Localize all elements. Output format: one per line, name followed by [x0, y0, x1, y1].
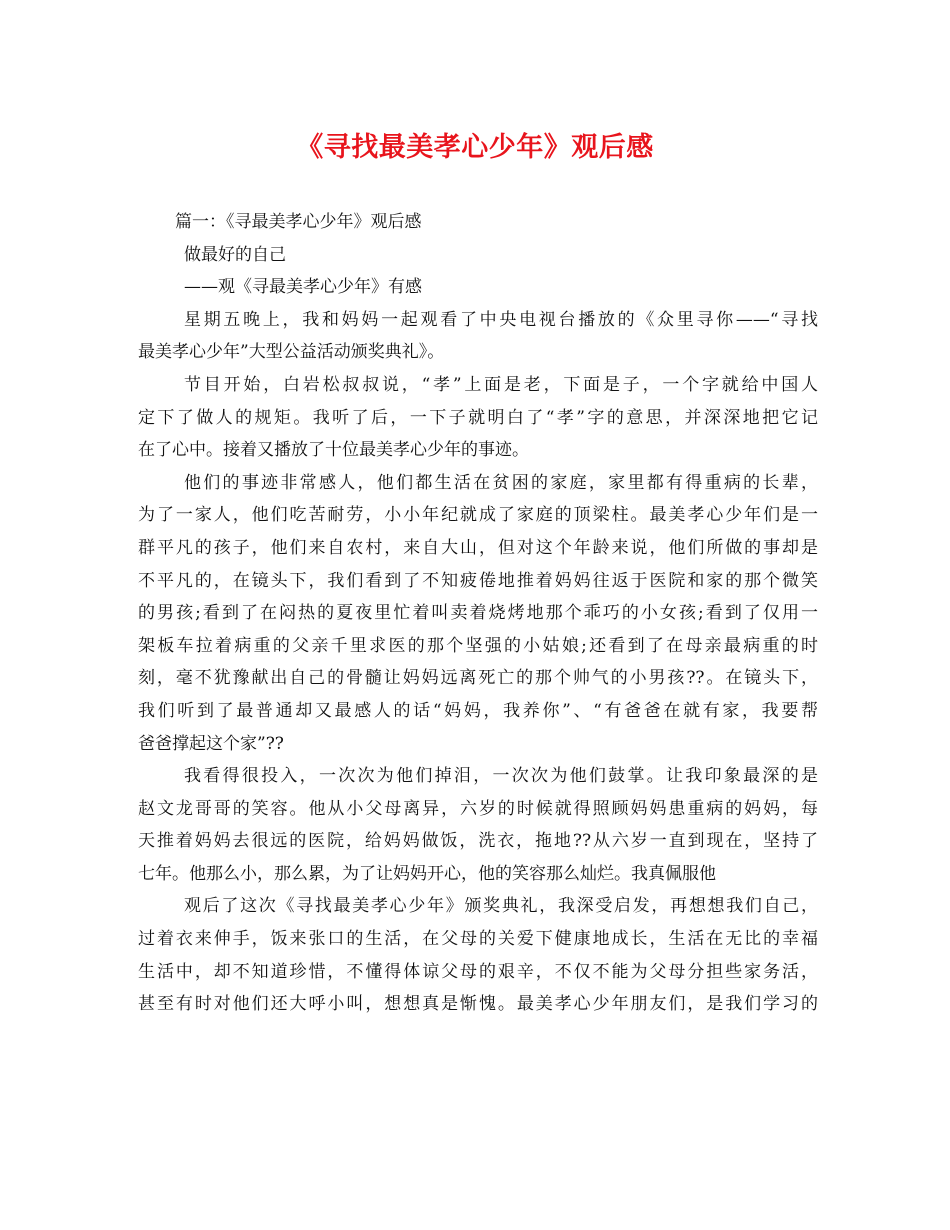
text-line: 生活中，却不知道珍惜，不懂得体谅父母的艰辛，不仅不能为父母分担些家务活， — [138, 961, 818, 982]
text-line: 甚至有时对他们还大呼小叫，想想真是惭愧。最美孝心少年朋友们，是我们学习的 — [138, 994, 818, 1015]
text-line: 最美孝心少年”大型公益活动颁奖典礼》。 — [138, 342, 445, 363]
text-line: 定下了做人的规矩。我听了后，一下子就明白了“孝”字的意思，并深深地把它记 — [138, 407, 818, 428]
text-line: 赵文龙哥哥的笑容。他从小父母离异，六岁的时候就得照顾妈妈患重病的妈妈，每 — [138, 798, 818, 819]
section-heading: 篇一：《寻最美孝心少年》观后感 — [175, 212, 422, 232]
essay-title: 做最好的自己 — [184, 244, 286, 265]
text-line: 群平凡的孩子，他们来自农村，来自大山，但对这个年龄来说，他们所做的事却是 — [138, 537, 818, 558]
text-line: 在了心中。接着又播放了十位最美孝心少年的事迹。 — [138, 440, 529, 461]
text-line: 刻，毫不犹豫献出自己的骨髓让妈妈远离死亡的那个帅气的小男孩??。在镜头下， — [138, 668, 818, 689]
document-body — [138, 206, 818, 1021]
text-line: 我看得很投入，一次次为他们掉泪，一次次为他们鼓掌。让我印象最深的是 — [184, 766, 818, 787]
essay-subtitle: ——观《寻最美孝心少年》有感 — [184, 277, 422, 298]
document-title: 《寻找最美孝心少年》观后感 — [296, 132, 654, 163]
text-line: 天推着妈妈去很远的医院，给妈妈做饭，洗衣，拖地??从六岁一直到现在，坚持了 — [138, 831, 818, 852]
text-line: 架板车拉着病重的父亲千里求医的那个坚强的小姑娘;还看到了在母亲最病重的时 — [138, 635, 818, 656]
text-line: 为了一家人，他们吃苦耐劳，小小年纪就成了家庭的顶梁柱。最美孝心少年们是一 — [138, 505, 818, 526]
text-line: 观后了这次《寻找最美孝心少年》颁奖典礼，我深受启发，再想想我们自己， — [184, 896, 818, 917]
text-line: 七年。他那么小，那么累，为了让妈妈开心，他的笑容那么灿烂。我真佩服他 — [138, 863, 716, 884]
text-line: 我们听到了最普通却又最感人的话“妈妈，我养你”、“有爸爸在就有家，我要帮 — [138, 700, 818, 721]
text-line: 不平凡的，在镜头下，我们看到了不知疲倦地推着妈妈往返于医院和家的那个微笑 — [138, 570, 818, 591]
text-line: 星期五晚上，我和妈妈一起观看了中央电视台播放的《众里寻你——“寻找 — [184, 309, 818, 330]
text-line: 的男孩;看到了在闷热的夏夜里忙着叫卖着烧烤地那个乖巧的小女孩;看到了仅用一 — [138, 603, 818, 624]
text-line: 节目开始，白岩松叔叔说，“孝”上面是老，下面是子，一个字就给中国人 — [184, 374, 818, 395]
text-line: 他们的事迹非常感人，他们都生活在贫困的家庭，家里都有得重病的长辈， — [184, 472, 818, 493]
text-line: 过着衣来伸手，饭来张口的生活，在父母的关爱下健康地成长，生活在无比的幸福 — [138, 929, 818, 950]
text-line: 爸爸撑起这个家”?? — [138, 733, 284, 754]
